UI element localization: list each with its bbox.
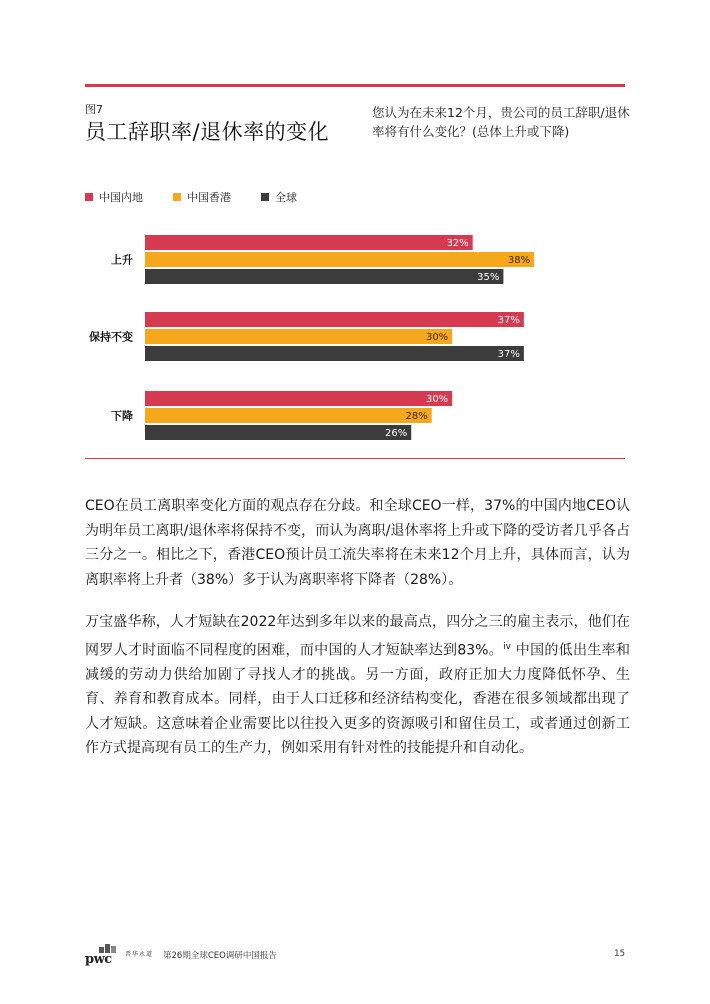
pwc-logo-chinese: 普华永道 xyxy=(125,951,154,958)
category-label-2: 下降 xyxy=(111,409,133,423)
page-footer xyxy=(85,943,625,967)
bar-chart xyxy=(85,225,625,450)
data-label-0-1: 38% xyxy=(507,255,531,266)
bar-2-2 xyxy=(145,425,411,440)
bar-0-0 xyxy=(145,235,473,250)
bar-2-1 xyxy=(145,408,432,423)
legend-label-mainland: 中国内地 xyxy=(99,191,143,204)
page-number: 15 xyxy=(614,949,625,959)
data-label-2-1: 28% xyxy=(405,411,428,422)
bottom-rule xyxy=(85,458,625,459)
paragraph-2 xyxy=(85,610,630,761)
bar-1-0 xyxy=(145,312,524,327)
data-label-1-0: 37% xyxy=(497,315,520,326)
legend-item-global xyxy=(261,189,297,205)
footnote-marker: iv xyxy=(503,641,511,652)
legend-swatch-global xyxy=(261,193,269,201)
legend-label-global: 全球 xyxy=(275,191,297,204)
bar-2-0 xyxy=(145,391,452,406)
bar-0-1 xyxy=(145,252,534,267)
data-label-0-0: 32% xyxy=(446,238,469,249)
legend-item-hongkong xyxy=(173,189,231,205)
figure-label: 图7 xyxy=(85,103,103,116)
data-label-0-2: 35% xyxy=(477,272,500,283)
data-label-2-2: 26% xyxy=(385,428,408,439)
chart-legend xyxy=(85,189,327,205)
legend-swatch-mainland xyxy=(85,193,93,201)
category-label-0: 上升 xyxy=(111,253,133,267)
paragraph-2-text-b: 中国的低出生率和减缓的劳动力供给加剧了寻找人才的挑战。另一方面，政府正加大力度降低怀孕、生育、养育和教育成本。同样，由于人口迁移和经济结构变化，香港在很多领域都出现了人才短缺。这意味着企业需要比以往投入更多的资源吸引和留住员工，或者通过创新工作方式提高现有员工的生产力，例如采用有针对性的技能提升和自动化。 xyxy=(85,642,630,757)
category-label-1: 保持不变 xyxy=(89,330,133,344)
bar-1-1 xyxy=(145,329,452,344)
bar-1-2 xyxy=(145,346,524,361)
data-label-1-2: 37% xyxy=(497,349,520,360)
report-name: 第26期全球CEO调研中国报告 xyxy=(163,951,277,961)
paragraph-1: CEO在员工离职率变化方面的观点存在分歧。和全球CEO一样，37%的中国内地CEO认为明年员工离职/退休率将保持不变，而认为离职/退休率将上升或下降的受访者几乎各占三分之一。相比之下，香港CEO预计员工流失率将在未来12个月上升，具体而言，认为离职率将上升者（38%）多于认为离职率将下降者（28%）。 xyxy=(85,498,630,588)
data-label-1-1: 30% xyxy=(425,332,449,343)
data-label-2-0: 30% xyxy=(425,394,449,405)
survey-question: 您认为在未来12个月，贵公司的员工辞职/退休率将有什么变化？(总体上升或下降) xyxy=(372,105,630,139)
pwc-logo-word: pwc xyxy=(85,952,112,967)
legend-swatch-hongkong xyxy=(173,193,181,201)
legend-label-hongkong: 中国香港 xyxy=(187,191,231,204)
bar-0-2 xyxy=(145,269,503,284)
legend-item-mainland xyxy=(85,189,143,205)
figure-title: 员工辞职率/退休率的变化 xyxy=(85,120,330,144)
top-rule xyxy=(85,84,625,87)
paragraph-2-text-a: 万宝盛华称，人才短缺在2022年达到多年以来的最高点，四分之三的雇主表示，他们在网罗人才时面临不同程度的困难，而中国的人才短缺率达到83%。 xyxy=(85,614,630,659)
